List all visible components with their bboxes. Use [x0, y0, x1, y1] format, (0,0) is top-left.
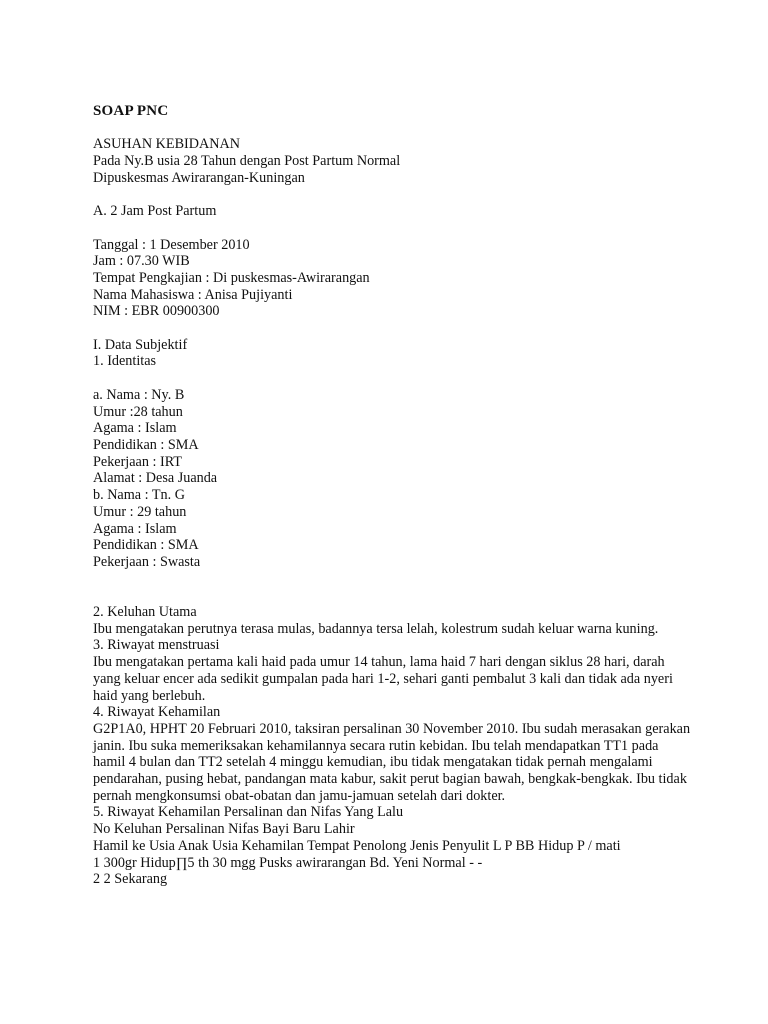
keluhan-heading: 2. Keluhan Utama [93, 604, 197, 620]
kehamilan-text: G2P1A0, HPHT 20 Februari 2010, taksiran persalinan 30 November 2010. Ibu sudah merasakan gerakan janin. Ibu suka memeriksakan kehamilannya secara rutin kebidan. Ibu telah mendapatkan TT1 pada hamil 4 bulan dan TT2 setelah 4 minggu kemudian, ibu tidak mengatakan tidak pernah mengalami pendarahan, pusing hebat, pandangan mata kabur, sakit perut bagian bawah, bengkak-bengkak. Ibu tidak pernah mengkonsumsi obat-obatan dan jamu-jamuan setelah dari dokter. [93, 720, 691, 804]
data-subjektif-heading: I. Data Subjektif [93, 336, 188, 353]
identity-item: b. Nama : Tn. G [93, 487, 185, 504]
info-nama-mahasiswa: Nama Mahasiswa : Anisa Pujiyanti [93, 286, 293, 303]
riwayat-lalu-heading: 5. Riwayat Kehamilan Persalinan dan Nifas Yang Lalu [93, 804, 404, 821]
identity-list [93, 387, 693, 571]
section-a-heading: A. 2 Jam Post Partum [93, 203, 217, 220]
info-nim: NIM : EBR 00900300 [93, 303, 220, 320]
menstruasi-heading: 3. Riwayat menstruasi [93, 637, 220, 654]
info-tempat: Tempat Pengkajian : Di puskesmas-Awirarangan [93, 269, 370, 286]
document-page [93, 103, 693, 888]
header-line-2: Pada Ny.B usia 28 Tahun dengan Post Partum Normal [93, 153, 401, 170]
keluhan-text: Ibu mengatakan perutnya terasa mulas, badannya tersa lelah, kolestrum sudah keluar warna kuning. [93, 620, 659, 637]
info-jam: Jam : 07.30 WIB [93, 253, 190, 270]
identity-item: Alamat : Desa Juanda [93, 470, 218, 487]
riwayat-lalu-line-4: 2 2 Sekarang [93, 871, 168, 888]
identity-item: Pendidikan : SMA [93, 436, 199, 453]
riwayat-lalu-line-3: 1 300gr Hidup∏5 th 30 mgg Pusks awirarangan Bd. Yeni Normal - - [93, 854, 483, 871]
header-line-1: ASUHAN KEBIDANAN [93, 136, 240, 153]
identity-item: a. Nama : Ny. B [93, 386, 185, 403]
kehamilan-heading: 4. Riwayat Kehamilan [93, 704, 221, 721]
menstruasi-text: Ibu mengatakan pertama kali haid pada umur 14 tahun, lama haid 7 hari dengan siklus 28 hari, darah yang keluar encer ada sedikit gumpalan pada hari 1-2, sehari ganti pembalut 3 kali dan tidak ada nyeri haid yang berlebuh. [93, 654, 673, 704]
identity-item: Agama : Islam [93, 520, 177, 537]
identitas-heading: 1. Identitas [93, 353, 157, 370]
identity-item: Umur :28 tahun [93, 403, 183, 420]
info-tanggal: Tanggal : 1 Desember 2010 [93, 236, 250, 253]
identity-item: Umur : 29 tahun [93, 503, 187, 520]
document-title: SOAP PNC [93, 103, 169, 119]
identity-item: Pendidikan : SMA [93, 537, 199, 554]
riwayat-lalu-line-1: No Keluhan Persalinan Nifas Bayi Baru Lahir [93, 821, 355, 838]
identity-item: Pekerjaan : Swasta [93, 553, 201, 570]
identity-item: Agama : Islam [93, 420, 177, 437]
header-line-3: Dipuskesmas Awirarangan-Kuningan [93, 169, 305, 186]
riwayat-lalu-line-2: Hamil ke Usia Anak Usia Kehamilan Tempat Penolong Jenis Penyulit L P BB Hidup P / mati [93, 837, 621, 854]
identity-item: Pekerjaan : IRT [93, 453, 182, 470]
